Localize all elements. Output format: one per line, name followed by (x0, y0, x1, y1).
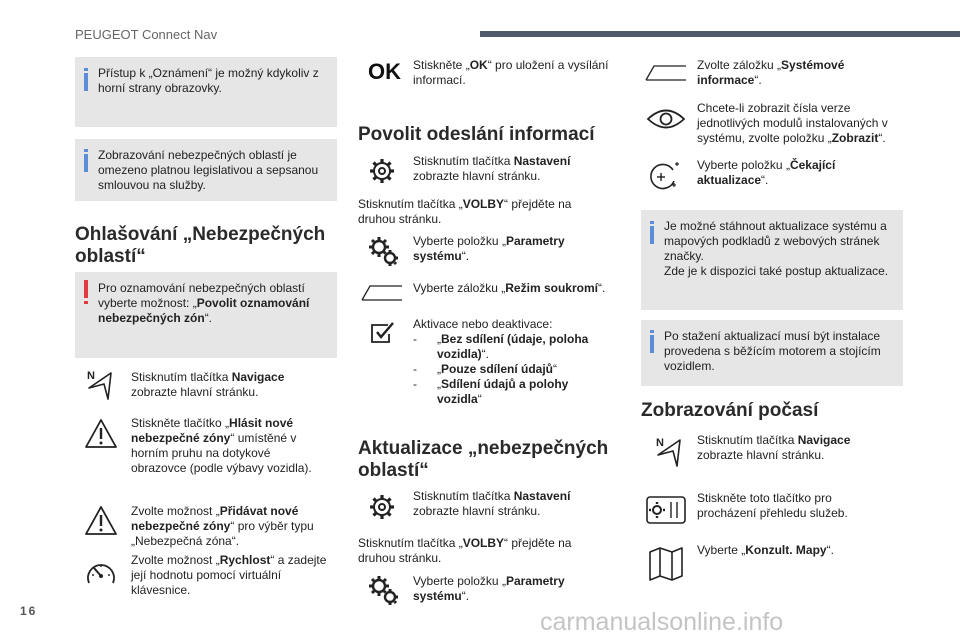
warning-icon (84, 280, 88, 298)
settings-icon (367, 156, 397, 186)
section-heading: Zobrazování počasí (641, 400, 819, 421)
step-text: Vyberte záložku „Režim soukromí“. (413, 281, 606, 295)
info-icon (650, 335, 654, 353)
section-heading: Ohlašování „Nebezpečných oblastí“ (75, 224, 326, 267)
system-parameters-icon (366, 573, 400, 607)
info-icon (84, 73, 88, 91)
info-text: Přístup k „Oznámení“ je možný kdykoliv z horní strany obrazovky. (98, 66, 319, 95)
step-text: Zvolte možnost „Přidávat nové nebezpečné zóny“ pro výběr typu „Nebezpečná zóna“. (131, 504, 314, 548)
map-icon (647, 546, 685, 582)
step-text: Vyberte „Konzult. Mapy“. (697, 543, 834, 557)
options-text (413, 317, 613, 407)
warning-triangle-icon (84, 505, 118, 537)
step-text: Stiskněte tlačítko „Hlásit nové nebezpečné zóny“ umístěné v horním pruhu na dotykové obrazovce (podle výbavy vozidla). (131, 416, 312, 475)
section-heading: Aktualizace „nebezpečných oblastí“ (358, 438, 609, 481)
options-intro: Aktivace nebo deaktivace: (413, 317, 553, 331)
info-text: Zobrazování nebezpečných oblastí je omezeno platnou legislativou a sepsanou smlouvou na služby. (98, 148, 319, 192)
step-text: Stiskněte toto tlačítko pro procházení přehledu služeb. (697, 491, 848, 520)
step-text: Stisknutím tlačítka „VOLBY“ přejděte na druhou stránku. (358, 536, 572, 565)
step-text: Stisknutím tlačítka „VOLBY“ přejděte na druhou stránku. (358, 197, 572, 226)
info-box (641, 320, 903, 386)
info-icon (650, 226, 654, 244)
warning-box (75, 272, 337, 358)
navigation-icon (84, 368, 116, 400)
step-text: Chcete-li zobrazit čísla verze jednotlivých modulů instalovaných v systému, zvolte položku „Zobrazit“. (697, 101, 888, 145)
speedometer-icon (84, 558, 118, 588)
list-item: - „Pouze sdílení údajů“ (413, 362, 558, 376)
list-item: - „Bez sdílení (údaje, poloha vozidla)“. (413, 332, 589, 361)
warning-text: Pro oznamování nebezpečných oblastí vyberte možnost: „Povolit oznamování nebezpečných zón“. (98, 281, 310, 325)
pending-updates-icon (646, 159, 682, 193)
info-text: Je možné stáhnout aktualizace systému a mapových podkladů z webových stránek značky. Zde je k dispozici také postup aktualizace. (664, 219, 889, 278)
system-parameters-icon (366, 234, 400, 268)
info-box (641, 210, 903, 310)
warning-triangle-icon (84, 418, 118, 450)
step-text: Zvolte záložku „Systémové informace“. (697, 58, 845, 87)
list-item: - „Sdílení údajů a polohy vozidla“ (413, 377, 569, 406)
tab-icon (644, 62, 688, 84)
section-heading: Povolit odeslání informací (358, 124, 595, 145)
watermark: carmanualsonline.info (540, 608, 784, 636)
info-text: Po stažení aktualizací musí být instalace provedena s běžícím motorem a stojícím vozidlem. (664, 329, 881, 373)
header-title: PEUGEOT Connect Nav (75, 27, 218, 42)
step-text: Vyberte položku „Čekající aktualizace“. (697, 158, 836, 187)
step-text: Stisknutím tlačítka Nastavení zobrazte hlavní stránku. (413, 489, 571, 518)
tab-icon (360, 282, 404, 304)
step-text: Vyberte položku „Parametry systému“. (413, 574, 565, 603)
step-text: Vyberte položku „Parametry systému“. (413, 234, 565, 263)
step-text: Stisknutím tlačítka Navigace zobrazte hlavní stránku. (131, 370, 285, 399)
svg-text:N: N (87, 370, 95, 382)
step-text: Stisknutím tlačítka Navigace zobrazte hlavní stránku. (697, 433, 851, 462)
step-text: Stiskněte „OK“ pro uložení a vysílání informací. (413, 58, 609, 87)
info-icon (84, 154, 88, 172)
checkbox-icon (368, 320, 396, 346)
eye-icon (646, 106, 686, 132)
info-box (75, 57, 337, 127)
settings-icon (367, 492, 397, 522)
step-text: Stisknutím tlačítka Nastavení zobrazte hlavní stránku. (413, 154, 571, 183)
navigation-icon (653, 435, 685, 467)
page-number: 16 (20, 604, 38, 618)
services-icon (645, 494, 687, 526)
svg-text:N: N (656, 437, 664, 449)
header-bar (480, 31, 960, 37)
step-text: Zvolte možnost „Rychlost“ a zadejte její hodnotu pomocí virtuální klávesnice. (131, 553, 327, 597)
info-box (75, 139, 337, 201)
ok-button-icon: OK (368, 59, 401, 84)
